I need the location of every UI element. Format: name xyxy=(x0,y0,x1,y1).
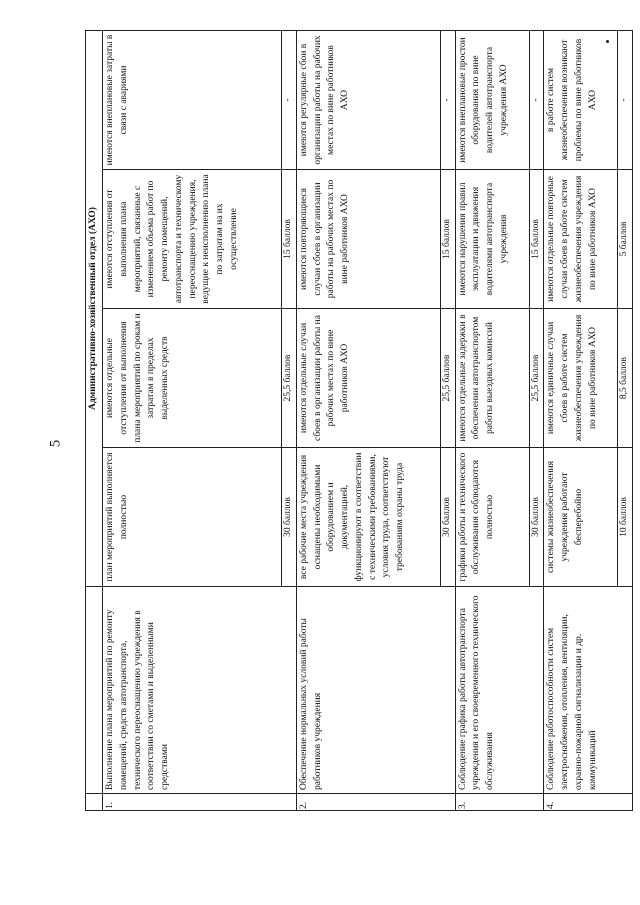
score-cell: 30 баллов xyxy=(529,448,544,587)
level-cell: план мероприятий выполняется полностью xyxy=(103,448,282,587)
score-cell: - xyxy=(618,31,633,170)
level-cell: имеются отдельные случаи сбоев в организации работы на рабочих местах по вине работников АХО xyxy=(296,309,440,448)
score-cell: - xyxy=(282,31,297,170)
level-cell: в работе систем жизнеобеспечения возникают проблемы по вине работников АХО xyxy=(544,31,618,170)
row-number: 3. xyxy=(455,794,544,811)
score-cell: 30 баллов xyxy=(440,448,455,587)
score-cell: 10 баллов xyxy=(618,448,633,587)
table-row xyxy=(544,31,618,811)
criteria-table xyxy=(85,30,633,811)
score-cell: - xyxy=(440,31,455,170)
page-number: 5 xyxy=(47,439,64,448)
level-cell: системы жизнеобеспечения учреждения работают бесперебойно xyxy=(544,448,618,587)
row-number: 1. xyxy=(103,794,297,811)
score-cell: 15 баллов xyxy=(529,170,544,309)
score-cell: 25,5 баллов xyxy=(529,309,544,448)
level-cell: имеются повторяющиеся случаи сбоев в организации работы на рабочих местах по вине работников АХО xyxy=(296,170,440,309)
row-number: 4. xyxy=(544,794,633,811)
level-cell: имеются отступления от выполнения плана мероприятий, связанные с изменением объема работ по ремонту помещений, автотранспорта и техническому переоснащению учреждения, ведущие к неисполнению плана по затратам на их осуществление xyxy=(103,170,282,309)
score-cell: 30 баллов xyxy=(282,448,297,587)
score-cell: 15 баллов xyxy=(282,170,297,309)
level-cell: имеются внеплановые простои оборудования по вине водителей автотранспорта учреждения АХО xyxy=(455,31,529,170)
level-cell: имеются нарушения правил эксплуатации и движения водителями автотранспорта учреждения xyxy=(455,170,529,309)
criterion-cell: Выполнение плана мероприятий по ремонту помещений, средств автотранспорта, технического переоснащению учреждения в соответствии со сметами и выделенными средствами xyxy=(103,587,297,794)
level-cell: имеются отдельные отступления от выполнения плана мероприятий по срокам и затратам в пределах выделенных средств xyxy=(103,309,282,448)
score-cell: 25,5 баллов xyxy=(282,309,297,448)
level-cell: имеются единичные случаи сбоев в работе систем жизнеобеспечения учреждения по вине работников АХО xyxy=(544,309,618,448)
level-cell: графики работы и технического обслуживания соблюдаются полностью xyxy=(455,448,529,587)
score-cell: - xyxy=(529,31,544,170)
score-cell: 8,5 баллов xyxy=(618,309,633,448)
row-number: 2. xyxy=(296,794,455,811)
level-cell: имеются отдельные повторные случаи сбоев в работе систем жизнеобеспечения учреждения по вине работников АХО xyxy=(544,170,618,309)
rotated-table-wrapper xyxy=(85,30,633,811)
level-cell: имеются внеплановые затраты в связи с авариями xyxy=(103,31,282,170)
criterion-cell: Соблюдение работоспособности систем электроснабжения, отопления, вентиляции, охранно-пожарной сигнализации и др. коммуникаций xyxy=(544,587,633,794)
level-cell: имеются отдельные задержки в обеспечении автотранспортом работы выездных комиссий xyxy=(455,309,529,448)
score-cell: 25,5 баллов xyxy=(440,309,455,448)
criterion-cell: Обеспечение нормальных условий работы работников учреждения xyxy=(296,587,455,794)
criterion-cell: Соблюдение графика работы автотранспорта учреждения и его своевременного технического обслуживания xyxy=(455,587,544,794)
score-cell: 15 баллов xyxy=(440,170,455,309)
table-row xyxy=(455,31,529,811)
section-header: Административно-хозяйственный отдел (АХО) xyxy=(86,31,103,587)
score-cell: 5 баллов xyxy=(618,170,633,309)
table-row xyxy=(296,31,440,811)
level-cell: все рабочие места учреждения оснащены необходимыми оборудованием и документацией, функционируют в соответствии с техническими требованиями, условия труда, соответствуют требованиям охраны труда xyxy=(296,448,440,587)
level-cell: имеются регулярные сбои в организации работы на рабочих местах по вине работников АХО xyxy=(296,31,440,170)
document-table-area xyxy=(85,30,633,811)
table-row xyxy=(103,31,282,811)
